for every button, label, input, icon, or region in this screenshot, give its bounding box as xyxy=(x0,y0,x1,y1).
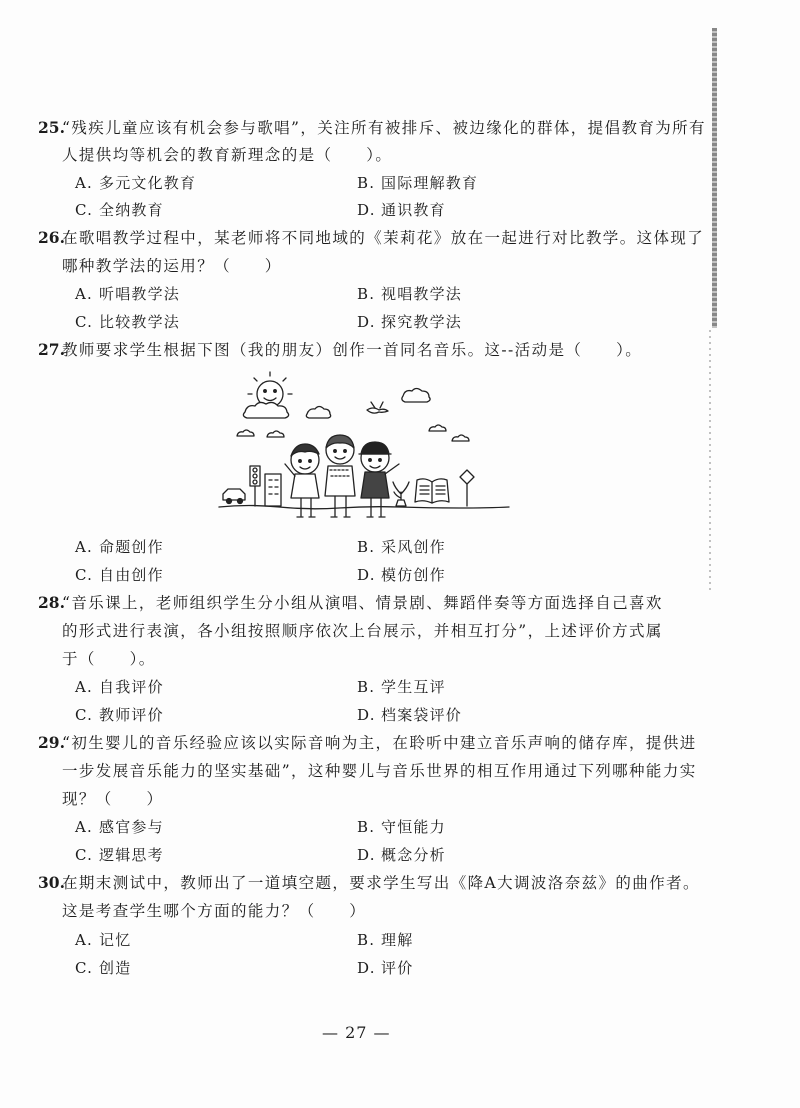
option-text: 教师评价 xyxy=(99,706,164,724)
option-text: 全纳教育 xyxy=(99,201,164,219)
question-number: 29. xyxy=(38,733,65,752)
cloud-icon xyxy=(452,435,469,441)
option-a xyxy=(75,173,196,193)
question-number: 30. xyxy=(38,873,65,892)
option-label: A. xyxy=(75,174,94,192)
option-text: 通识教育 xyxy=(381,201,446,219)
option-label: D. xyxy=(357,959,376,977)
question-text-line: 人提供均等机会的教育新理念的是（ ）。 xyxy=(62,146,393,164)
option-d xyxy=(357,565,446,585)
option-label: A. xyxy=(75,678,94,696)
option-text: 档案袋评价 xyxy=(381,706,463,724)
option-a xyxy=(75,677,164,697)
car-icon xyxy=(223,489,245,504)
option-a xyxy=(75,284,180,304)
option-d xyxy=(357,845,446,865)
option-text: 概念分析 xyxy=(381,846,446,864)
scan-binding-edge-faint xyxy=(709,330,711,590)
option-label: C. xyxy=(75,566,94,584)
option-label: C. xyxy=(75,846,94,864)
option-c xyxy=(75,958,131,978)
option-text: 自由创作 xyxy=(99,566,164,584)
option-label: C. xyxy=(75,706,94,724)
option-c xyxy=(75,200,164,220)
option-label: B. xyxy=(357,931,376,949)
ground-line xyxy=(219,506,509,509)
cloud-icon xyxy=(306,407,330,419)
option-label: C. xyxy=(75,201,94,219)
open-book-icon xyxy=(415,479,449,503)
question-number: 28. xyxy=(38,593,65,612)
question-number: 27. xyxy=(38,340,65,359)
option-label: B. xyxy=(357,538,376,556)
option-label: D. xyxy=(357,706,376,724)
option-a xyxy=(75,537,164,557)
question-text-line: 在歌唱教学过程中，某老师将不同地域的《茉莉花》放在一起进行对比教学。这体现了 xyxy=(62,229,705,247)
option-text: 多元文化教育 xyxy=(99,174,197,192)
option-label: D. xyxy=(357,313,376,331)
question-text-line: 的形式进行表演，各小组按照顺序依次上台展示，并相互打分”，上述评价方式属 xyxy=(62,622,663,640)
option-text: 学生互评 xyxy=(381,678,446,696)
option-label: D. xyxy=(357,846,376,864)
option-text: 比较教学法 xyxy=(99,313,181,331)
question-number: 26. xyxy=(38,228,65,247)
option-label: C. xyxy=(75,313,94,331)
option-label: B. xyxy=(357,818,376,836)
question-text-line: 在期末测试中，教师出了一道填空题，要求学生写出《降A大调波洛奈兹》的曲作者。 xyxy=(62,874,700,892)
option-b xyxy=(357,677,446,697)
option-a xyxy=(75,930,131,950)
page-number: — 27 — xyxy=(322,1023,391,1042)
option-b xyxy=(357,930,413,950)
bird-icon xyxy=(367,402,388,413)
question-text-line: “残疾儿童应该有机会参与歌唱”，关注所有被排斥、被边缘化的群体，提倡教育为所有 xyxy=(62,119,706,137)
question-text-line: 这是考查学生哪个方面的能力？（ ） xyxy=(62,902,367,920)
option-text: 自我评价 xyxy=(99,678,164,696)
option-label: D. xyxy=(357,566,376,584)
option-label: D. xyxy=(357,201,376,219)
option-text: 视唱教学法 xyxy=(381,285,463,303)
option-label: B. xyxy=(357,285,376,303)
cloud-icon xyxy=(243,402,288,418)
cloud-icon xyxy=(237,430,254,436)
three-children-icon xyxy=(285,435,399,517)
building-icon xyxy=(265,474,281,506)
question-text-line: “初生婴儿的音乐经验应该以实际音响为主，在聆听中建立音乐声响的储存库，提供进 xyxy=(62,734,697,752)
scan-binding-edge xyxy=(712,28,717,328)
question-text-line: 一步发展音乐能力的坚实基础”，这种婴儿与音乐世界的相互作用通过下列哪种能力实 xyxy=(62,762,697,780)
option-text: 记忆 xyxy=(99,931,132,949)
option-c xyxy=(75,565,164,585)
option-b xyxy=(357,284,462,304)
option-label: B. xyxy=(357,174,376,192)
option-a xyxy=(75,817,164,837)
option-label: A. xyxy=(75,285,94,303)
my-friends-illustration xyxy=(215,370,515,528)
option-c xyxy=(75,845,164,865)
question-text-line: “音乐课上，老师组织学生分小组从演唱、情景剧、舞蹈伴奏等方面选择自己喜欢 xyxy=(62,594,663,612)
option-d xyxy=(357,705,462,725)
option-d xyxy=(357,958,413,978)
cloud-icon xyxy=(267,431,284,437)
option-text: 模仿创作 xyxy=(381,566,446,584)
option-d xyxy=(357,200,446,220)
option-text: 守恒能力 xyxy=(381,818,446,836)
option-d xyxy=(357,312,462,332)
option-c xyxy=(75,705,164,725)
option-label: A. xyxy=(75,538,94,556)
option-text: 听唱教学法 xyxy=(99,285,181,303)
option-b xyxy=(357,537,446,557)
option-label: B. xyxy=(357,678,376,696)
option-text: 逻辑思考 xyxy=(99,846,164,864)
option-b xyxy=(357,817,446,837)
option-c xyxy=(75,312,180,332)
traffic-light-icon xyxy=(250,466,260,506)
option-text: 探究教学法 xyxy=(381,313,463,331)
option-label: C. xyxy=(75,959,94,977)
option-b xyxy=(357,173,478,193)
option-text: 国际理解教育 xyxy=(381,174,479,192)
option-text: 评价 xyxy=(381,959,414,977)
option-text: 创造 xyxy=(99,959,132,977)
option-text: 理解 xyxy=(381,931,414,949)
option-label: A. xyxy=(75,818,94,836)
question-text-line: 教师要求学生根据下图（我的朋友）创作一首同名音乐。这--活动是（ ）。 xyxy=(62,341,643,359)
option-text: 感官参与 xyxy=(99,818,164,836)
option-text: 采风创作 xyxy=(381,538,446,556)
question-number: 25. xyxy=(38,118,65,137)
question-text-line: 哪种教学法的运用？（ ） xyxy=(62,257,282,275)
plant-icon xyxy=(393,482,409,506)
option-text: 命题创作 xyxy=(99,538,164,556)
cloud-icon xyxy=(429,425,446,431)
question-text-line: 现？（ ） xyxy=(62,790,164,808)
option-label: A. xyxy=(75,931,94,949)
question-text-line: 于（ ）。 xyxy=(62,650,156,668)
sign-post-icon xyxy=(460,470,474,506)
cloud-icon xyxy=(402,389,430,403)
